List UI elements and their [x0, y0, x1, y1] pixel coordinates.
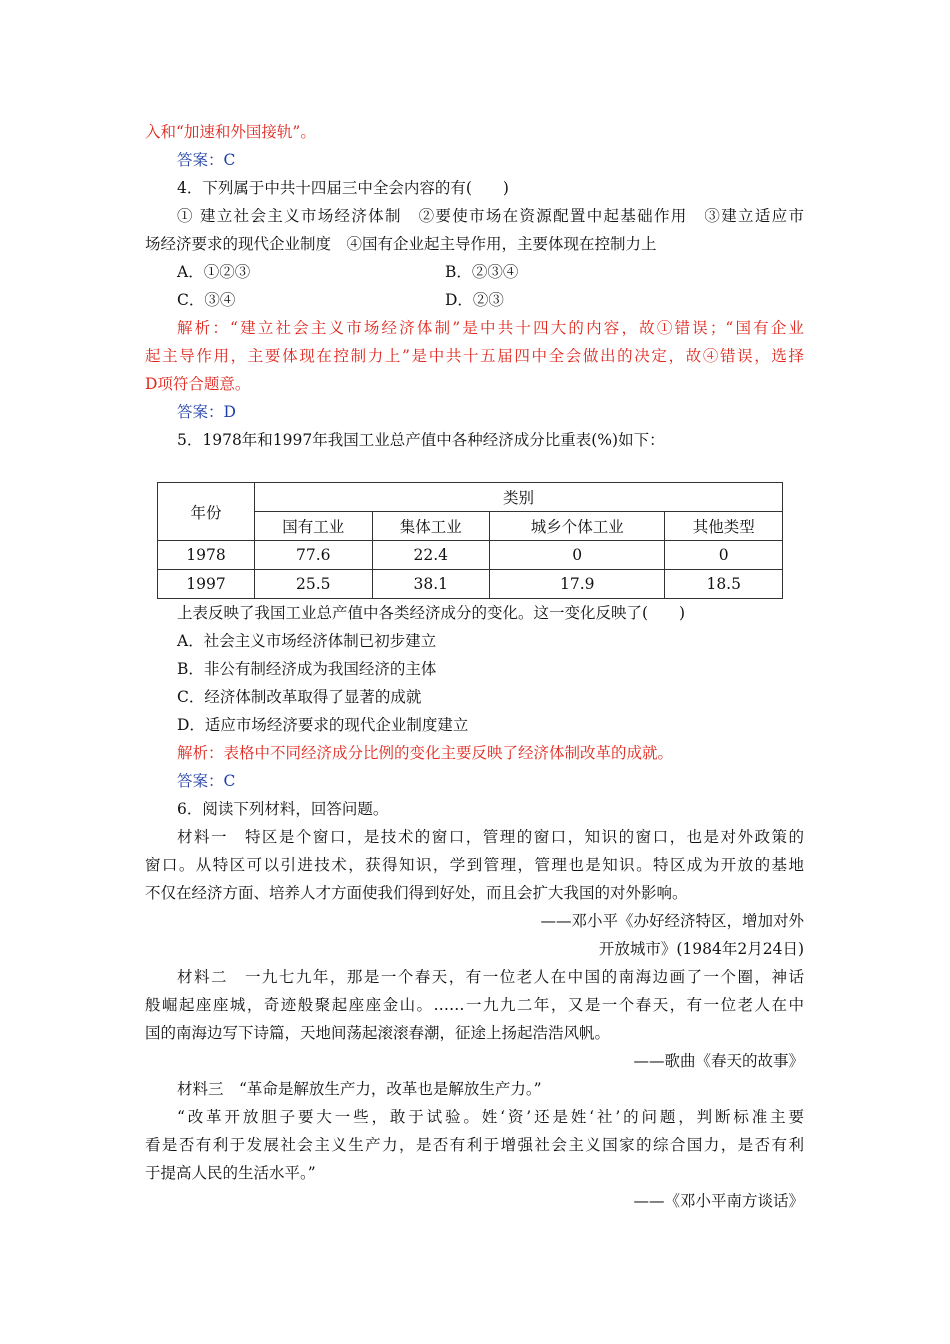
material3-line4: 于提高人民的生活水平。”	[145, 1164, 316, 1182]
table-cell: 17.9	[490, 570, 665, 599]
table-cell: 77.6	[255, 541, 373, 570]
q5-option-c: C．经济体制改革取得了显著的成就	[177, 688, 422, 706]
q4-analysis-line1: 解析：“建立社会主义市场经济体制”是中共十四大的内容，故①错误；“国有企业	[177, 319, 804, 337]
material3-line3: 看是否有利于发展社会主义生产力，是否有利于增强社会主义国家的综合国力，是否有利	[145, 1136, 804, 1154]
q5-option-d: D．适应市场经济要求的现代企业制度建立	[177, 716, 469, 734]
table-col-header: 城乡个体工业	[490, 512, 665, 541]
material1-source1: ——邓小平《办好经济特区，增加对外	[540, 912, 804, 930]
material1-line3: 不仅在经济方面、培养人才方面使我们得到好处，而且会扩大我国的对外影响。	[145, 884, 688, 902]
table-cell: 0	[490, 541, 665, 570]
table-row	[158, 570, 783, 599]
q4-analysis-line2: 起主导作用，主要体现在控制力上”是中共十五届四中全会做出的决定，故④错误，选择	[145, 347, 804, 365]
q4-option-b: B．②③④	[445, 263, 519, 281]
material1-line2: 窗口。从特区可以引进技术，获得知识，学到管理，管理也是知识。特区成为开放的基地	[145, 856, 804, 874]
material2-line3: 国的南海边写下诗篇，天地间荡起滚滚春潮，征途上扬起浩浩风帆。	[145, 1024, 611, 1042]
table-col-header: 其他类型	[665, 512, 783, 541]
q3-answer: 答案：C	[177, 151, 236, 169]
table-year-header: 年份	[158, 483, 255, 541]
q3-analysis-tail: 入和“加速和外国接轨”。	[145, 123, 316, 141]
q4-option-a: A．①②③	[177, 263, 251, 281]
material2-line1: 材料二 一九七九年，那是一个春天，有一位老人在中国的南海边画了一个圈，神话	[177, 968, 804, 986]
table-cell: 18.5	[665, 570, 783, 599]
q5-option-b: B．非公有制经济成为我国经济的主体	[177, 660, 437, 678]
table-col-header: 国有工业	[255, 512, 373, 541]
material2-source: ——歌曲《春天的故事》	[633, 1052, 804, 1070]
table-cell-year: 1978	[158, 541, 255, 570]
q5-question: 上表反映了我国工业总产值中各类经济成分的变化。这一变化反映了( )	[177, 604, 686, 622]
table-col-header: 集体工业	[372, 512, 490, 541]
material3-source: ——《邓小平南方谈话》	[633, 1192, 804, 1210]
material1-source2: 开放城市》(1984年2月24日)	[598, 940, 804, 958]
q4-answer: 答案：D	[177, 403, 236, 421]
q4-items-line1: ① 建立社会主义市场经济体制 ②要使市场在资源配置中起基础作用 ③建立适应市	[177, 207, 804, 225]
q5-answer: 答案：C	[177, 772, 236, 790]
material2-line2: 般崛起座座城，奇迹般聚起座座金山。……一九九二年，又是一个春天，有一位老人在中	[145, 996, 804, 1014]
table-category-header: 类别	[255, 483, 783, 512]
table-cell: 22.4	[372, 541, 490, 570]
q4-items-line2: 场经济要求的现代企业制度 ④国有企业起主导作用，主要体现在控制力上	[145, 235, 657, 253]
q5-table	[157, 482, 783, 599]
q4-analysis-line3: D项符合题意。	[145, 375, 251, 393]
table-cell-year: 1997	[158, 570, 255, 599]
material3-line1: 材料三 “革命是解放生产力，改革也是解放生产力。”	[177, 1080, 542, 1098]
table-cell: 38.1	[372, 570, 490, 599]
q4-option-c: C．③④	[177, 291, 236, 309]
q4-option-d: D．②③	[445, 291, 504, 309]
q4-stem: 4．下列属于中共十四届三中全会内容的有( )	[177, 179, 509, 197]
material1-line1: 材料一 特区是个窗口，是技术的窗口，管理的窗口，知识的窗口，也是对外政策的	[177, 828, 804, 846]
material3-line2: “改革开放胆子要大一些，敢于试验。姓‘资’还是姓‘社’的问题，判断标准主要	[177, 1108, 804, 1126]
q6-stem: 6．阅读下列材料，回答问题。	[177, 800, 389, 818]
table-cell: 25.5	[255, 570, 373, 599]
table-cell: 0	[665, 541, 783, 570]
q5-stem: 5．1978年和1997年我国工业总产值中各种经济成分比重表(%)如下：	[177, 431, 665, 449]
q5-analysis: 解析：表格中不同经济成分比例的变化主要反映了经济体制改革的成就。	[177, 744, 674, 762]
table-row	[158, 541, 783, 570]
q5-option-a: A．社会主义市场经济体制已初步建立	[177, 632, 437, 650]
